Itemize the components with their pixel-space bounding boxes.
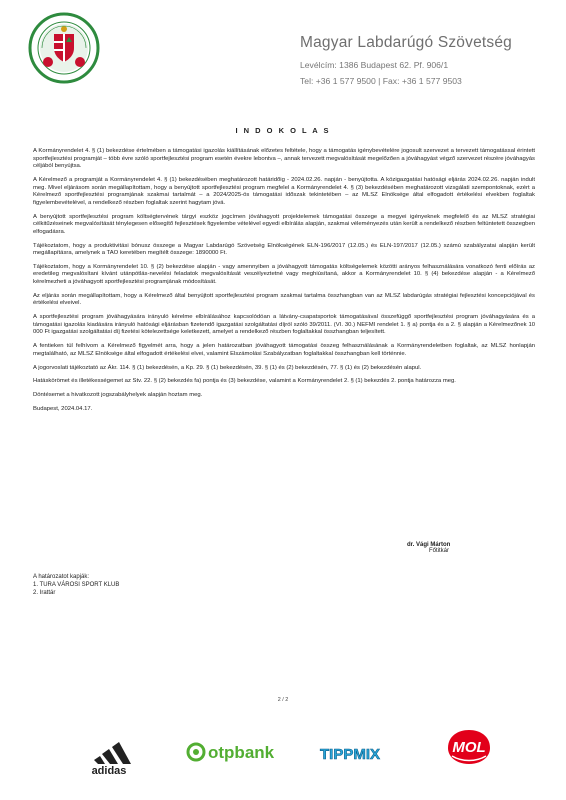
- paragraph: Döntésemet a hivatkozott jogszabályhelyek alapján hoztam meg.: [33, 392, 203, 399]
- recipient-item: 2. Irattár: [33, 589, 56, 596]
- paragraph: Hatáskörömet és illetékességemet az Stv. 22. § (2) bekezdés fa) pontja és (3) bekezdése, valamint a Kormányrendelet 2. § (1) bekezdés 2. pontja határozza meg.: [33, 378, 456, 385]
- tippmix-logo: [310, 744, 390, 762]
- mol-logo: [442, 728, 496, 768]
- org-header: [300, 34, 540, 86]
- page-number: 2 / 2: [277, 697, 289, 703]
- mol-text: MOL: [452, 739, 486, 756]
- org-phone-fax: Tel: +36 1 577 9500 | Fax: +36 1 577 9503: [300, 76, 462, 86]
- recipients-heading: A határozatot kapják:: [33, 574, 90, 580]
- document-date: Budapest, 2024.04.17.: [33, 405, 93, 412]
- adidas-logo: [84, 732, 134, 776]
- signature-block: [407, 542, 450, 554]
- paragraph: A jogorvoslati tájékoztató az Ákr. 114. § (1) bekezdésén, a Kp. 29. § (1) bekezdésén, 39. § (1) és (2) bekezdésén, 77. § (1) és (2) bekezdésén alapul.: [33, 364, 422, 371]
- recipient-item: 1. TURA VÁROSI SPORT KLUB: [33, 581, 120, 588]
- paragraph: Az eljárás során megállapítottam, hogy a Kérelmező által benyújtott sportfejlesztési program szakmai tartalma összhangban van az MLSZ labdarúgás stratégiai fejlesztési koncepciójával és értékelési elveivel.: [33, 292, 535, 307]
- otpbank-text: otpbank: [208, 743, 275, 762]
- signer-role: Főtitkár: [429, 548, 450, 554]
- paragraph: Tájékoztatom, hogy a Kormányrendelet 10. § (2) bekezdése alapján - vagy amennyiben a jóváhagyott támogatás költségelemek közötti arányos felhasználására vonatkozó fenti előírás az eredetileg megvalósítani kívánt utánpótlás-nevelési feladatok megvalósítását veszélyeztetné vagy meghiúsítaná, akkor a Kormányrendelet 10. § (4) bekezdése alapján - a Kérelmező kérelmezheti a jóváhagyott sportfejlesztési programjának módosítását.: [33, 263, 535, 286]
- sponsor-bar: [0, 726, 566, 776]
- adidas-text: adidas: [91, 765, 127, 776]
- paragraph: A Kormányrendelet 4. § (1) bekezdése értelmében a támogatási igazolás kiállításának előzetes feltétele, hogy a támogatás igénybevételére jogosult szervezet a tervezett támogatással érintett sportfejlesztési programját – több évre szóló sportfejlesztési program esetén évekre lebontva –, annak tervezett megvalósítását megelőzően a jóváhagyást végző szervezet részére jóváhagyás céljából benyújtsa.: [33, 148, 535, 170]
- recipients-block: [33, 574, 119, 597]
- signer-name: dr. Vági Márton: [407, 542, 451, 548]
- document-title: I N D O K O L A S: [235, 126, 331, 135]
- tippmix-text: TIPPMIX: [319, 746, 381, 762]
- paragraph: A fentieken túl felhívom a Kérelmező figyelmét arra, hogy a jelen határozatban jóváhagyott támogatási összeg felhasználásának a Kormányrendeletben foglaltak, az MLSZ honlapján megtalálható, az MLSZ Elnöksége által elfogadott értékelési elvei, valamint Elszámolási Szabályzatban foglaltakkal összhangban kell történnie.: [33, 343, 535, 357]
- mlsz-logo: [28, 12, 100, 84]
- org-address: Levélcím: 1386 Budapest 62. Pf. 906/1: [300, 60, 449, 70]
- paragraph: A benyújtott sportfejlesztési program költségtervének tárgyi eszköz jogcímen jóváhagyott projektelemek támogatási összege a megyei igényeknek megfelelő és az MLSZ stratégiai célkitűzéseinek megvalósítását ténylegesen elősegítő fejlesztések figyelembe vételével egyedi elbírálás alapján, szakmai véleményezés után került a rendelkező részben feltüntetett összegben elfogadásra.: [33, 213, 535, 235]
- otpbank-logo: [186, 738, 278, 766]
- org-name: Magyar Labdarúgó Szövetség: [300, 34, 512, 51]
- document-body: [33, 148, 535, 420]
- paragraph: A Kérelmező a programját a Kormányrendelet 4. § (1) bekezdésében meghatározott határidőig - 2024.02.26. napján - benyújtotta. A közigazgatási hatósági eljárás 2024.02.26. napján indult meg. Mivel eljárásom során megállapítottam, hogy a benyújtott sportfejlesztési program megfelel a Kormányrendelet 4. § (3) bekezdésében meghatározott vizsgálati szempontoknak, ezért a Kérelmező sportfejlesztési programjának szakmai tartalmát – a 2024/2025-ös támogatási időszak tekintetében – az MLSZ Elnöksége által elfogadott értékelési elvekben foglaltak figyelembevételével, a rendelkező részben foglaltak szerint hagytam jóvá.: [33, 176, 535, 206]
- paragraph: Tájékoztatom, hogy a produktivitási bónusz összege a Magyar Labdarúgó Szövetség Elnökségének ELN-196/2017 (12.05.) és ELN-197/2017 (12.05.) számú szabályzatai alapján került megállapításra, amelynek a TAO keretében megítélt összege: 1890000 Ft.: [33, 242, 535, 257]
- paragraph: A sportfejlesztési program jóváhagyására irányuló kérelme elbírálásához kapcsolódóan a látvány-csapatsportok támogatásával összefüggő sportfejlesztési program jóváhagyására és a támogatási igazolás kiadására irányuló hatósági eljárásban fizetendő igazgatási szolgáltatási díjról szóló 39/2011. (VI. 30.) NEFMI rendelet 1. § a) pontja és a 2. § alapján a Kérelmezőnek 10 000 Ft igazgatási szolgáltatási díj fizetési kötelezettsége keletkezett, amelyet a rendelkező részben foglaltakkal összhangban teljesített.: [33, 314, 535, 336]
